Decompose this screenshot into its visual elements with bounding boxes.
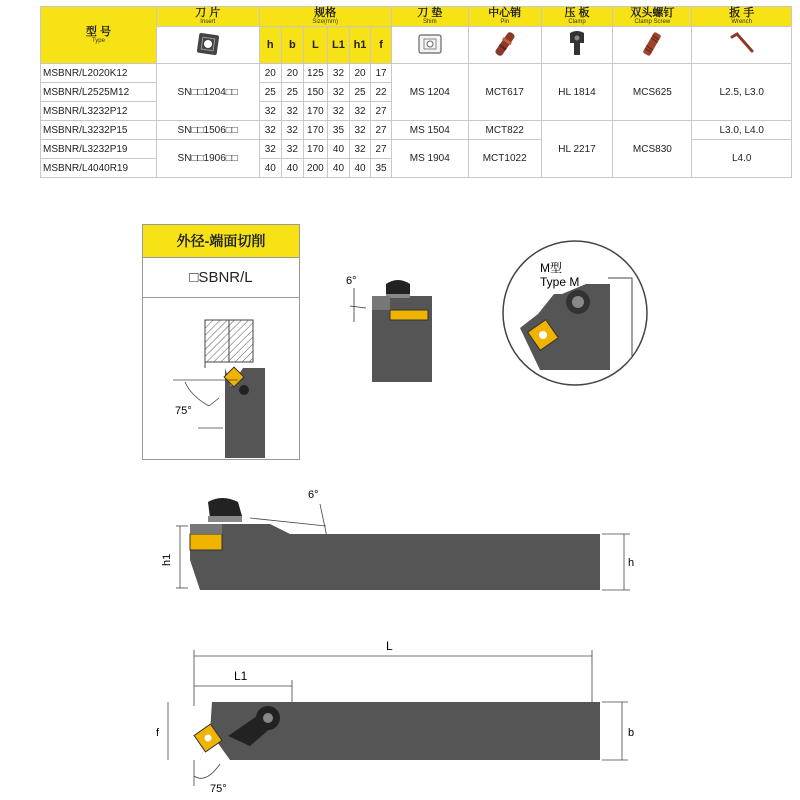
wrench-icon xyxy=(692,27,792,64)
shim-icon xyxy=(391,27,468,64)
side-view-small xyxy=(336,266,446,386)
shim-cell: MS 1904 xyxy=(391,140,468,178)
screw-header: 双头螺钉 Clamp Screw xyxy=(613,7,692,27)
wrench-cell: L3.0, L4.0 xyxy=(692,121,792,140)
dim-cell: 32 xyxy=(282,102,304,121)
dim-cell: 40 xyxy=(328,159,350,178)
table-row-type: MSBNR/L3232P19 xyxy=(41,140,157,159)
dim-cell: 27 xyxy=(371,102,392,121)
table-row-type: MSBNR/L3232P12 xyxy=(41,102,157,121)
top-view xyxy=(150,636,640,798)
dim-cell: 40 xyxy=(259,159,282,178)
type-m-detail xyxy=(500,238,650,388)
size-header: 规格 Size(mm) xyxy=(259,7,391,27)
dim-L1-header: L1 xyxy=(328,27,350,64)
screw-cell: MCS830 xyxy=(613,121,692,178)
screw-cell: MCS625 xyxy=(613,64,692,121)
pin-header: 中心销 Pin xyxy=(468,7,541,27)
pin-cell: MCT617 xyxy=(468,64,541,121)
type-m-cn-label: M型 xyxy=(540,261,562,275)
shim-cell: MS 1204 xyxy=(391,64,468,121)
dim-h-label: h xyxy=(628,557,635,569)
dim-L-label: L xyxy=(386,639,393,653)
dim-cell: 40 xyxy=(328,140,350,159)
clamp-header: 压 板 Clamp xyxy=(541,7,613,27)
dim-L-header: L xyxy=(303,27,328,64)
shim-cell: MS 1504 xyxy=(391,121,468,140)
table-row-type: MSBNR/L2525M12 xyxy=(41,83,157,102)
dim-cell: 40 xyxy=(349,159,371,178)
dim-cell: 150 xyxy=(303,83,328,102)
dim-cell: 20 xyxy=(282,64,304,83)
dim-cell: 22 xyxy=(371,83,392,102)
dim-L1-label: L1 xyxy=(234,669,248,683)
insert-cell: SN□□1506□□ xyxy=(156,121,259,140)
clamp-icon xyxy=(541,27,613,64)
dim-cell: 32 xyxy=(282,140,304,159)
table-row-type: MSBNR/L4040R19 xyxy=(41,159,157,178)
dim-cell: 40 xyxy=(282,159,304,178)
wrench-cell: L4.0 xyxy=(692,140,792,178)
dim-cell: 25 xyxy=(349,83,371,102)
table-row-type: MSBNR/L3232P15 xyxy=(41,121,157,140)
dim-cell: 20 xyxy=(349,64,371,83)
dim-cell: 20 xyxy=(259,64,282,83)
pin-icon xyxy=(468,27,541,64)
pin-cell: MCT822 xyxy=(468,121,541,140)
screw-icon xyxy=(613,27,692,64)
dim-cell: 200 xyxy=(303,159,328,178)
wrench-header: 扳 手 Wrench xyxy=(692,7,792,27)
angle-6-label-small: 6° xyxy=(346,275,357,287)
insert-icon xyxy=(156,27,259,64)
dim-cell: 170 xyxy=(303,102,328,121)
dim-cell: 27 xyxy=(371,121,392,140)
table-row-type: MSBNR/L2020K12 xyxy=(41,64,157,83)
insert-cell: SN□□1906□□ xyxy=(156,140,259,178)
dim-f-header: f xyxy=(371,27,392,64)
dim-cell: 32 xyxy=(259,140,282,159)
angle-75-label: 75° xyxy=(175,405,192,417)
clamp-cell: HL 1814 xyxy=(541,64,613,121)
dim-cell: 17 xyxy=(371,64,392,83)
dim-cell: 125 xyxy=(303,64,328,83)
dim-cell: 32 xyxy=(349,102,371,121)
dim-cell: 32 xyxy=(328,83,350,102)
dim-cell: 170 xyxy=(303,121,328,140)
dim-cell: 25 xyxy=(282,83,304,102)
dim-b-header: b xyxy=(282,27,304,64)
side-view xyxy=(150,482,640,600)
dim-cell: 32 xyxy=(259,102,282,121)
insert-header: 刀 片 Insert xyxy=(156,7,259,27)
application-title: 外径-端面切削 xyxy=(142,224,300,258)
dim-cell: 32 xyxy=(349,121,371,140)
dim-cell: 32 xyxy=(282,121,304,140)
dim-cell: 32 xyxy=(328,64,350,83)
dim-cell: 32 xyxy=(259,121,282,140)
tool-code: □SBNR/L xyxy=(142,258,300,298)
dim-cell: 32 xyxy=(328,102,350,121)
dim-cell: 27 xyxy=(371,140,392,159)
dim-cell: 32 xyxy=(349,140,371,159)
dim-b-label: b xyxy=(628,727,635,739)
dim-h1-label: h1 xyxy=(161,553,173,566)
dim-h1-header: h1 xyxy=(349,27,371,64)
pin-cell: MCT1022 xyxy=(468,140,541,178)
dim-cell: 170 xyxy=(303,140,328,159)
type-header: 型 号 Type xyxy=(41,7,157,64)
type-m-en-label: Type M xyxy=(540,275,580,289)
dim-h-header: h xyxy=(259,27,282,64)
angle-75-label-top: 75° xyxy=(210,783,227,795)
shim-header: 刀 垫 Shim xyxy=(391,7,468,27)
clamp-cell: HL 2217 xyxy=(541,121,613,178)
dim-cell: 35 xyxy=(328,121,350,140)
dim-cell: 25 xyxy=(259,83,282,102)
dim-cell: 35 xyxy=(371,159,392,178)
wrench-cell: L2.5, L3.0 xyxy=(692,64,792,121)
application-diagram xyxy=(142,298,300,460)
angle-6-label: 6° xyxy=(308,489,319,501)
dim-f-label: f xyxy=(156,727,160,739)
spec-table xyxy=(40,6,792,178)
insert-cell: SN□□1204□□ xyxy=(156,64,259,121)
